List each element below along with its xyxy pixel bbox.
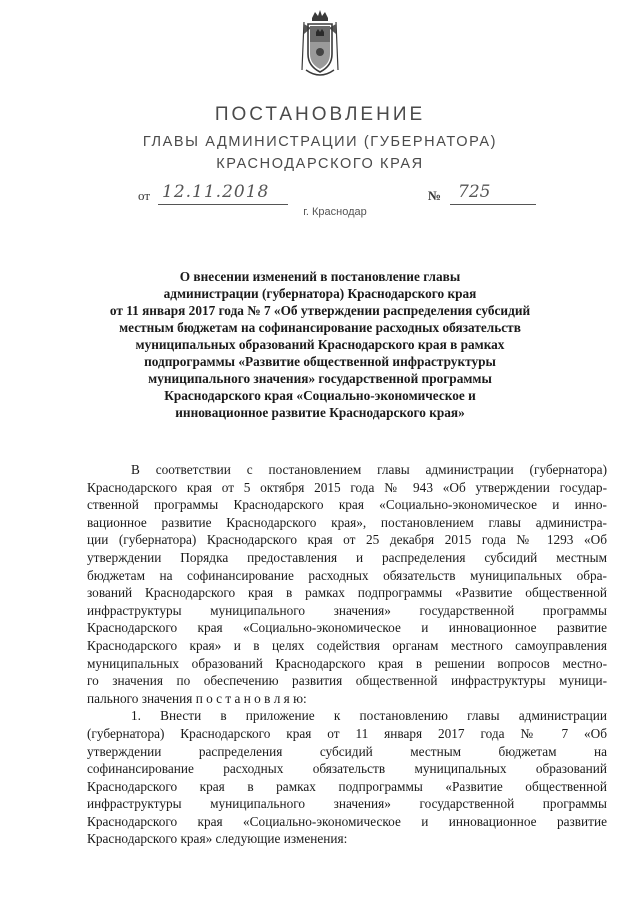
issuer-line-2: КРАСНОДАРСКОГО КРАЯ (216, 156, 424, 172)
subject-line: О внесении изменений в постановление главы (179, 269, 461, 284)
body-line: бюджетам на софинансирование расходных обязательств муниципальных обра- (87, 567, 607, 583)
body-line: пального значения п о с т а н о в л я ю: (87, 690, 307, 706)
date-number-row (0, 184, 640, 208)
body-line: Краснодарского края в рамках подпрограммы «Развитие общественной (87, 778, 607, 794)
body-line: зований Краснодарского края в рамках подпрограммы «Развитие общественной (87, 585, 607, 601)
body-line: софинансирование расходных обязательств муниципальных образований (87, 761, 607, 777)
issuer-line-1: ГЛАВЫ АДМИНИСТРАЦИИ (ГУБЕРНАТОРА) (142, 134, 498, 150)
body-line: инфраструктуры муниципального значения» государственной программы (87, 796, 607, 812)
body-line: 1. Внести в приложение к постановлению главы администрации (131, 708, 607, 724)
subject-line: Краснодарского края «Социально-экономическое и (164, 388, 476, 403)
body-line: ции (губернатора) Краснодарского края от 25 декабря 2015 года № 1293 «Об (87, 532, 607, 548)
body-line: ственной программы Краснодарского края «Социально-экономическое и инно- (87, 497, 607, 513)
subject-line: муниципального значения» государственной программы (148, 371, 492, 386)
subject-line: подпрограммы «Развитие общественной инфраструктуры (144, 354, 496, 369)
body-line: го значения по обеспечению развития общественной инфраструктуры муници- (87, 673, 607, 689)
body-line: В соответствии с постановлением главы администрации (губернатора) (131, 462, 607, 477)
date-value: 12.11.2018 (158, 182, 288, 205)
subject-line: от 11 января 2017 года № 7 «Об утверждении распределения субсидий (109, 303, 531, 318)
body-line: Краснодарского края» следующие изменения: (87, 831, 348, 847)
subject-line: муниципальных образований Краснодарского края в рамках (135, 337, 505, 352)
body-line: утверждении Порядка предоставления и распределения субсидий местным (87, 549, 607, 565)
body-line: Краснодарского края «Социально-экономическое и инновационное развитие (87, 620, 607, 636)
subject-line: местным бюджетам на софинансирование расходных обязательств (119, 320, 521, 335)
body-line: Краснодарского края» и в целях содействия органам местного самоуправления (87, 637, 607, 653)
body-line: вационное развитие Краснодарского края», постановлением главы администра- (87, 514, 607, 530)
subject-line: инновационное развитие Краснодарского края» (175, 405, 465, 420)
body-line: муниципальных образований Краснодарского края в решении вопросов местно- (87, 655, 607, 671)
date-label: от (138, 188, 151, 203)
body-line: (губернатора) Краснодарского края от 11 января 2017 года № 7 «Об (87, 725, 607, 741)
body-line: Краснодарского края «Социально-экономическое и инновационное развитие (87, 813, 607, 829)
document-body (87, 461, 607, 848)
body-line: утверждении распределения субсидий местным бюджетам на (87, 743, 607, 759)
document-subject (108, 268, 532, 421)
city-label: г. Краснодар (303, 206, 367, 218)
krasnodar-coat-of-arms-icon (298, 8, 342, 80)
number-label: № (428, 188, 442, 203)
number-value: 725 (450, 182, 536, 205)
subject-line: администрации (губернатора) Краснодарского края (163, 286, 477, 301)
body-line: Краснодарского края от 5 октября 2015 года № 943 «Об утверждении государ- (87, 479, 607, 495)
document-title: ПОСТАНОВЛЕНИЕ (214, 104, 426, 125)
body-line: инфраструктуры муниципального значения» государственной программы (87, 602, 607, 618)
